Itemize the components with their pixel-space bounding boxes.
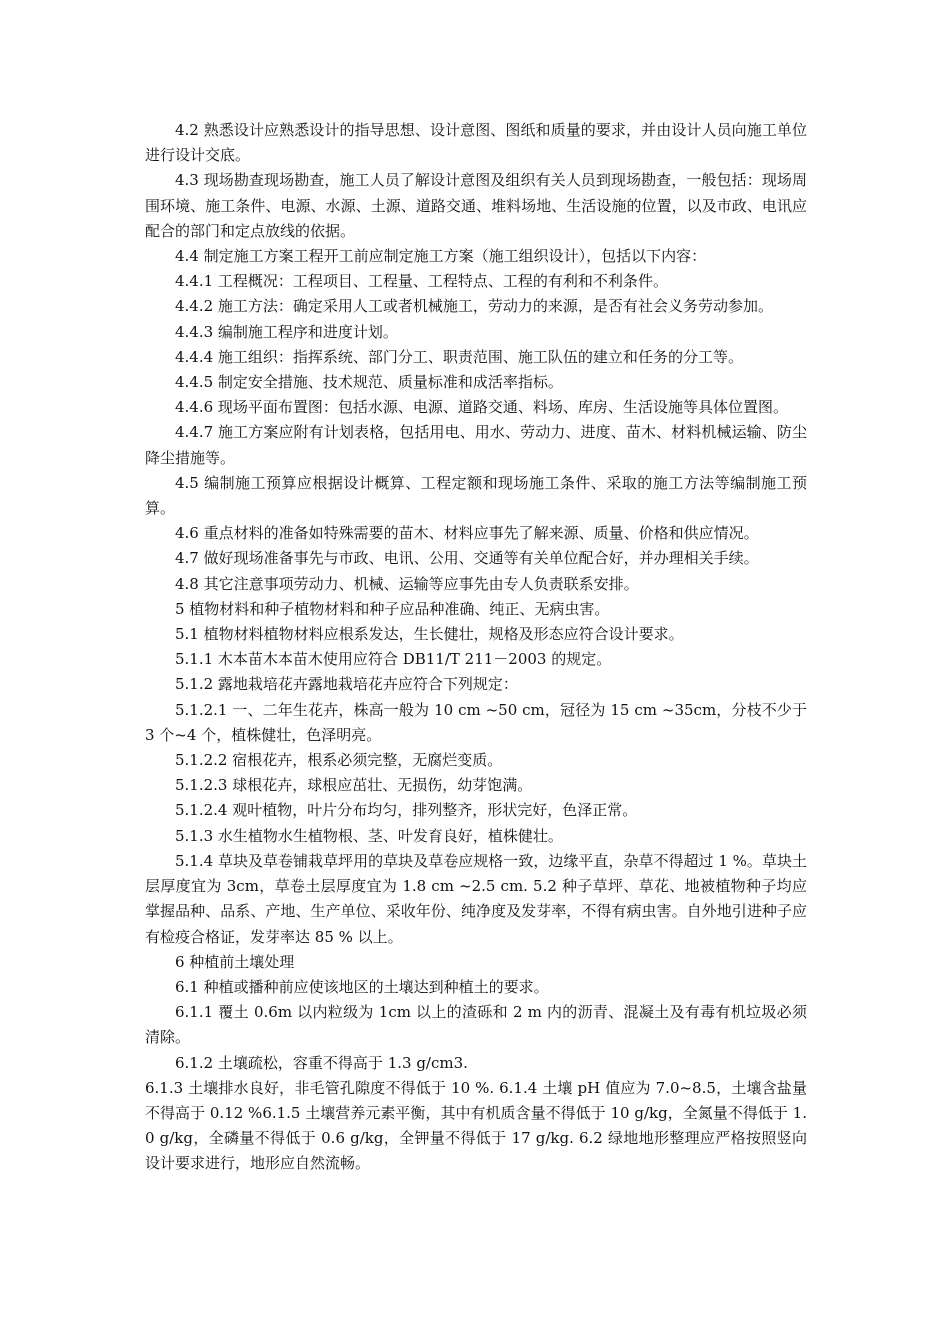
paragraph-4-2: 4.2 熟悉设计应熟悉设计的指导思想、设计意图、图纸和质量的要求，并由设计人员向施工单位进行设计交底。 — [145, 121, 807, 165]
paragraph-5-1-2-2: 5.1.2.2 宿根花卉，根系必须完整，无腐烂变质。 — [175, 751, 503, 770]
paragraph-4-3: 4.3 现场勘查现场勘查，施工人员了解设计意图及组织有关人员到现场勘查，一般包括：现场周围环境、施工条件、电源、水源、土源、道路交通、堆料场地、生活设施的位置，以及市政、电讯应配合的部门和定点放线的依据。 — [145, 171, 807, 240]
paragraph-6-1: 6.1 种植或播种前应使该地区的土壤达到种植土的要求。 — [175, 977, 549, 996]
paragraph-6: 6 种植前土壤处理 — [175, 952, 295, 971]
paragraph-5-1-4: 5.1.4 草块及草卷铺栽草坪用的草块及草卷应规格一致，边缘平直，杂草不得超过 1 %。草块土层厚度宜为 3cm，草卷土层厚度宜为 1.8 cm ~2.5 cm. 5.2 种子草坪、草花、地被植物种子均应掌握品种、品系、产地、生产单位、采收年份、纯净度及发芽率，不得有病虫害。自外地引进种子应有检疫合格证，发芽率达 85 % 以上。 — [145, 851, 807, 946]
document-body — [145, 118, 807, 1177]
paragraph-5: 5 植物材料和种子植物材料和种子应品种准确、纯正、无病虫害。 — [175, 599, 610, 618]
paragraph-4-4-7: 4.4.7 施工方案应附有计划表格，包括用电、用水、劳动力、进度、苗木、材料机械运输、防尘降尘措施等。 — [145, 423, 807, 467]
paragraph-4-7: 4.7 做好现场准备事先与市政、电讯、公用、交通等有关单位配合好，并办理相关手续。 — [175, 549, 759, 568]
paragraph-5-1-2: 5.1.2 露地栽培花卉露地栽培花卉应符合下列规定： — [175, 675, 518, 694]
paragraph-6-1-1: 6.1.1 覆土 0.6m 以内粒级为 1cm 以上的渣砾和 2 m 内的沥青、混凝土及有毒有机垃圾必须清除。 — [145, 1003, 807, 1047]
paragraph-6-1-3: 6.1.3 土壤排水良好，非毛管孔隙度不得低于 10 %. 6.1.4 土壤 pH 值应为 7.0~8.5，土壤含盐量不得高于 0.12 %6.1.5 土壤营养元素平衡，其中有机质含量不得低于 10 g/kg，全氮量不得低于 1.0 g/kg，全磷量不得低于 0.6 g/kg，全钾量不得低于 17 g/kg. 6.2 绿地地形整理应严格按照竖向设计要求进行，地形应自然流畅。 — [145, 1078, 807, 1173]
paragraph-4-4-5: 4.4.5 制定安全措施、技术规范、质量标准和成活率指标。 — [175, 373, 563, 392]
paragraph-4-4-1: 4.4.1 工程概况：工程项目、工程量、工程特点、工程的有利和不利条件。 — [175, 272, 668, 291]
paragraph-4-4-3: 4.4.3 编制施工程序和进度计划。 — [175, 322, 398, 341]
paragraph-4-5: 4.5 编制施工预算应根据设计概算、工程定额和现场施工条件、采取的施工方法等编制施工预算。 — [145, 473, 807, 518]
paragraph-5-1-2-3: 5.1.2.3 球根花卉，球根应茁壮、无损伤，幼芽饱满。 — [175, 776, 533, 795]
paragraph-5-1-2-1: 5.1.2.1 一、二年生花卉，株高一般为 10 cm ~50 cm，冠径为 15 cm ~35cm，分枝不少于 3 个~4 个，植株健壮，色泽明亮。 — [145, 700, 807, 744]
paragraph-5-1: 5.1 植物材料植物材料应根系发达，生长健壮，规格及形态应符合设计要求。 — [175, 625, 684, 644]
paragraph-5-1-1: 5.1.1 木本苗木本苗木使用应符合 DB11/T 211－2003 的规定。 — [175, 650, 612, 669]
paragraph-4-4: 4.4 制定施工方案工程开工前应制定施工方案（施工组织设计），包括以下内容： — [175, 247, 707, 266]
paragraph-4-4-6: 4.4.6 现场平面布置图：包括水源、电源、道路交通、料场、库房、生活设施等具体位置图。 — [175, 398, 788, 417]
paragraph-4-6: 4.6 重点材料的准备如特殊需要的苗木、材料应事先了解来源、质量、价格和供应情况。 — [175, 524, 759, 543]
paragraph-4-4-2: 4.4.2 施工方法：确定采用人工或者机械施工，劳动力的来源，是否有社会义务劳动参加。 — [175, 297, 773, 316]
paragraph-5-1-3: 5.1.3 水生植物水生植物根、茎、叶发育良好，植株健壮。 — [175, 826, 563, 845]
paragraph-4-4-4: 4.4.4 施工组织：指挥系统、部门分工、职责范围、施工队伍的建立和任务的分工等。 — [175, 347, 743, 366]
paragraph-4-8: 4.8 其它注意事项劳动力、机械、运输等应事先由专人负责联系安排。 — [175, 574, 639, 593]
paragraph-5-1-2-4: 5.1.2.4 观叶植物，叶片分布均匀，排列整齐，形状完好，色泽正常。 — [175, 801, 638, 820]
paragraph-6-1-2: 6.1.2 土壤疏松，容重不得高于 1.3 g/cm3. — [175, 1053, 468, 1072]
